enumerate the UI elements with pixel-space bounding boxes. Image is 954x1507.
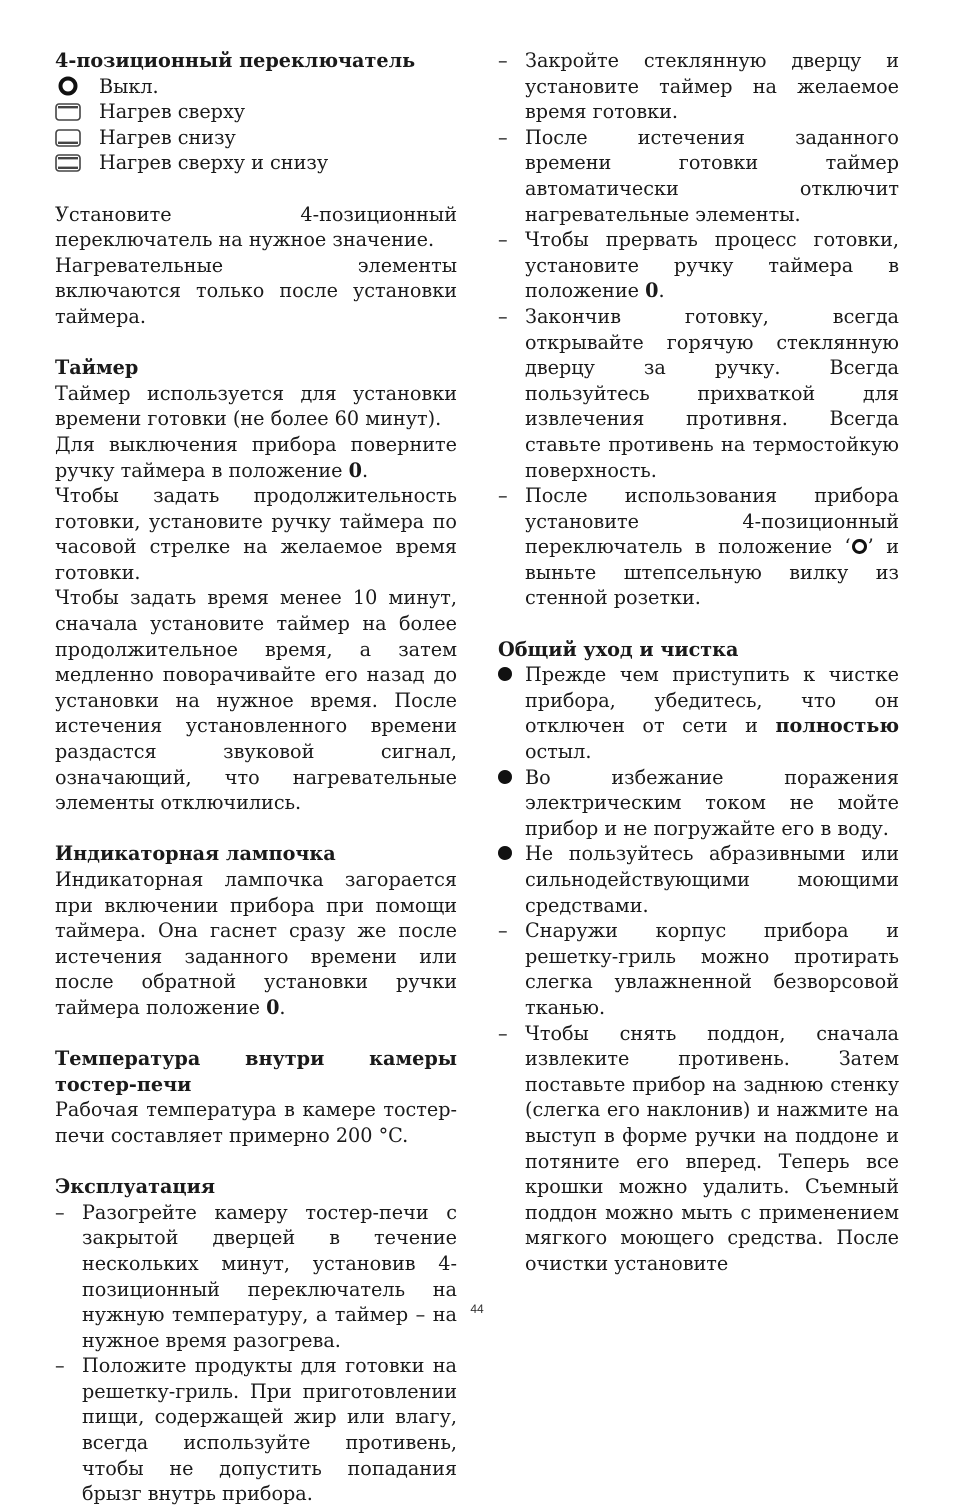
indicator-paragraph: Индикаторная лампочка загорается при включении прибора при помощи таймера. Она гаснет сразу же после истечения заданного времени или после обратной установки ручки таймера положение 0.: [55, 868, 457, 1019]
operation-step: [498, 304, 899, 483]
operation-step: [498, 227, 899, 304]
switch-option-bottom-heat: [55, 125, 457, 151]
top-bottom-heat-icon: [55, 153, 81, 173]
bottom-heat-icon: [55, 128, 81, 148]
dash-marker: [498, 48, 525, 74]
dash-marker: [55, 1200, 82, 1226]
operation-step-text: Закройте стеклянную дверцу и установите таймер на желаемое время готовки.: [525, 49, 899, 124]
care-bullet-text: Во избежание поражения электрическим током не мойте прибор и не погружайте его в воду.: [525, 765, 899, 840]
dash-marker: [498, 1021, 525, 1047]
timer-paragraph: Чтобы задать время менее 10 минут, сначала установите таймер на более продолжительное время, а затем медленно поворачивайте его назад до установки на нужное время. После истечения установленного времени раздастся звуковой сигнал, означающий, что нагревательные элементы отключились.: [55, 586, 457, 815]
off-ring-icon: [55, 76, 81, 96]
off-ring-icon: [852, 539, 867, 554]
care-heading: Общий уход и чистка: [498, 637, 739, 661]
operation-heading: Эксплуатация: [55, 1175, 215, 1199]
care-step: [498, 918, 899, 1020]
dash-marker: [498, 918, 525, 944]
top-heat-icon: [55, 102, 81, 122]
operation-step-text: Разогрейте камеру тостер-печи с закрытой дверцей в течение нескольких минут, установив 4-позиционный переключатель на нужную температуру, а таймер – на нужное время разогрева.: [82, 1200, 457, 1352]
timer-paragraph: Для выключения прибора поверните ручку таймера в положение 0.: [55, 432, 457, 482]
dash-marker: [498, 227, 525, 253]
dash-marker: [55, 1353, 82, 1379]
timer-paragraph: Чтобы задать продолжительность готовки, установите ручку таймера по часовой стрелке на желаемое время готовки.: [55, 484, 457, 584]
operation-step: [498, 48, 899, 125]
dash-marker: [498, 125, 525, 151]
switch-heading: 4-позиционный переключатель: [55, 49, 416, 72]
temperature-heading: Температура внутри камеры тостер-печи: [55, 1047, 457, 1096]
care-step-text: Снаружи корпус прибора и решетку-гриль можно протирать слегка увлажненной безворсовой тканью.: [525, 919, 899, 1019]
right-column: [498, 48, 899, 1277]
dash-marker: [498, 483, 525, 509]
switch-option-label: Нагрев сверху и снизу: [99, 151, 329, 175]
care-step-text: Чтобы снять поддон, сначала извлеките противень. Затем поставьте прибор на заднюю стенку (слегка его наклонив) и нажмите на выступ в форме ручки на поддоне и потяните его вперед. Теперь все крошки можно удалить. Съемный поддон можно мыть с применением мягкого моющего средства. После очистки установите: [525, 1021, 899, 1275]
switch-paragraph: Установите 4-позиционный переключатель на нужное значение.: [55, 202, 457, 252]
page-number: 44: [470, 1302, 484, 1316]
operation-step: [498, 483, 899, 611]
care-bullet-text: Не пользуйтесь абразивными или сильнодействующими моющими средствами.: [525, 842, 899, 917]
switch-option-top-bottom-heat: [55, 150, 457, 176]
switch-option-label: Нагрев снизу: [99, 125, 236, 149]
operation-step: [55, 1353, 457, 1507]
timer-paragraph: Таймер используется для установки времени готовки (не более 60 минут).: [55, 381, 457, 431]
dash-marker: [498, 304, 525, 330]
care-step: [498, 1021, 899, 1277]
timer-heading: Таймер: [55, 356, 139, 380]
left-column: [55, 48, 457, 1507]
operation-step-text: Положите продукты для готовки на решетку-гриль. При приготовлении пищи, содержащей жир или влагу, всегда используйте противень, чтобы не допустить попадания брызг внутрь прибора.: [82, 1354, 457, 1506]
operation-step-text: Чтобы прервать процесс готовки, установите ручку таймера в положение 0.: [525, 228, 899, 303]
temperature-paragraph: Рабочая температура в камере тостер-печи составляет примерно 200 °C.: [55, 1098, 457, 1147]
switch-option-label: Нагрев сверху: [99, 100, 246, 124]
operation-step: [498, 125, 899, 227]
switch-option-top-heat: [55, 99, 457, 125]
bullet-marker: [498, 662, 525, 688]
operation-step-text: После истечения заданного времени готовки таймер автоматически отключит нагревательные элементы.: [525, 125, 899, 226]
operation-step-text: Закончив готовку, всегда открывайте горячую стеклянную дверцу за ручку. Всегда пользуйтесь прихваткой для извлечения противня. Всегда ставьте противень на термостойкую поверхность.: [525, 304, 899, 482]
bullet-marker: [498, 765, 525, 791]
bullet-marker: [498, 841, 525, 867]
switch-option-off: [55, 74, 457, 100]
care-bullet: [498, 662, 899, 764]
care-bullet: [498, 841, 899, 918]
indicator-heading: Индикаторная лампочка: [55, 842, 336, 866]
switch-option-label: Выкл.: [99, 74, 159, 98]
operation-step: [55, 1200, 457, 1354]
switch-paragraph: Нагревательные элементы включаются только после установки таймера.: [55, 253, 457, 328]
care-bullet: [498, 765, 899, 842]
operation-step-text: После использования прибора установите 4-позиционный переключатель в положение ‘ ’ и выньте штепсельную вилку из стенной розетки.: [525, 484, 899, 610]
care-bullet-text: Прежде чем приступить к чистке прибора, убедитесь, что он отключен от сети и полностью остыл.: [525, 663, 899, 764]
